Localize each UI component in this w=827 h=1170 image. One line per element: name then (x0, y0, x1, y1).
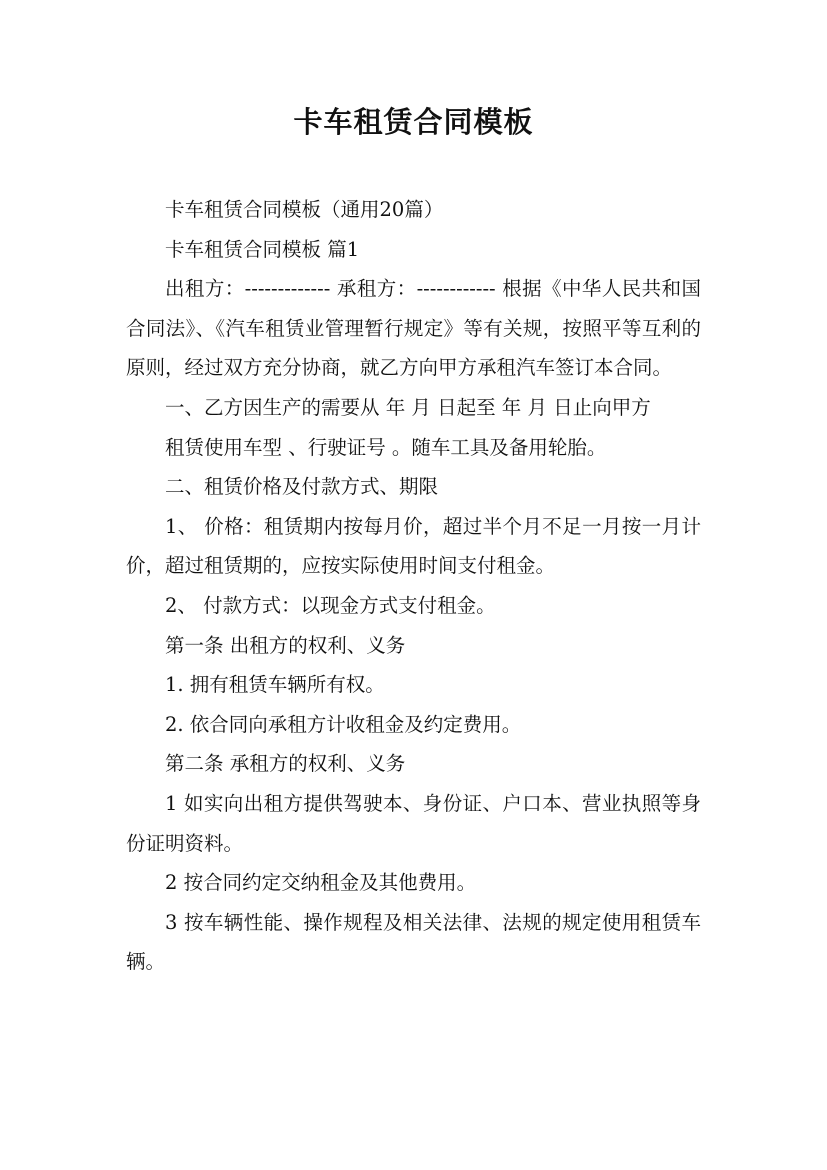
paragraph-subtitle: 卡车租赁合同模板（通用20篇） (165, 198, 444, 221)
paragraph-article-2-item-3: 3 按车辆性能、操作规程及相关法律、法规的规定使用租赁车辆。 (126, 910, 701, 974)
document-body (126, 190, 701, 982)
paragraph-article-1-item-1: 1. 拥有租赁车辆所有权。 (165, 673, 385, 697)
paragraph-clause-1: 一、乙方因生产的需要从 年 月 日起至 年 月 日止向甲方 (165, 395, 651, 419)
paragraph-parties: 出租方：------------- 承租方：------------ 根据《中华人民共和国合同法》、《汽车租赁业管理暂行规定》等有关规，按照平等互利的原则，经过双方充分协商，就乙方向甲方承租汽车签订本合同。 (126, 277, 701, 380)
document-title: 卡车租赁合同模板 (293, 105, 534, 139)
paragraph-article-2: 第二条 承租方的权利、义务 (165, 752, 406, 776)
paragraph-article-2-item-2: 2 按合同约定交纳租金及其他费用。 (165, 871, 477, 895)
paragraph-payment: 2、 付款方式：以现金方式支付租金。 (165, 593, 496, 617)
paragraph-article-1-item-2: 2. 依合同向承租方计收租金及约定费用。 (165, 712, 522, 736)
paragraph-vehicle: 租赁使用车型 、行驶证号 。随车工具及备用轮胎。 (165, 435, 607, 459)
paragraph-article-2-item-1: 1 如实向出租方提供驾驶本、身份证、户口本、营业执照等身份证明资料。 (126, 791, 701, 855)
paragraph-clause-2: 二、租赁价格及付款方式、期限 (165, 475, 439, 499)
paragraph-article-1: 第一条 出租方的权利、义务 (165, 633, 406, 657)
paragraph-section-heading: 卡车租赁合同模板 篇1 (165, 237, 360, 261)
paragraph-price: 1、 价格：租赁期内按每月价，超过半个月不足一月按一月计价，超过租赁期的，应按实际使用时间支付租金。 (126, 514, 701, 578)
